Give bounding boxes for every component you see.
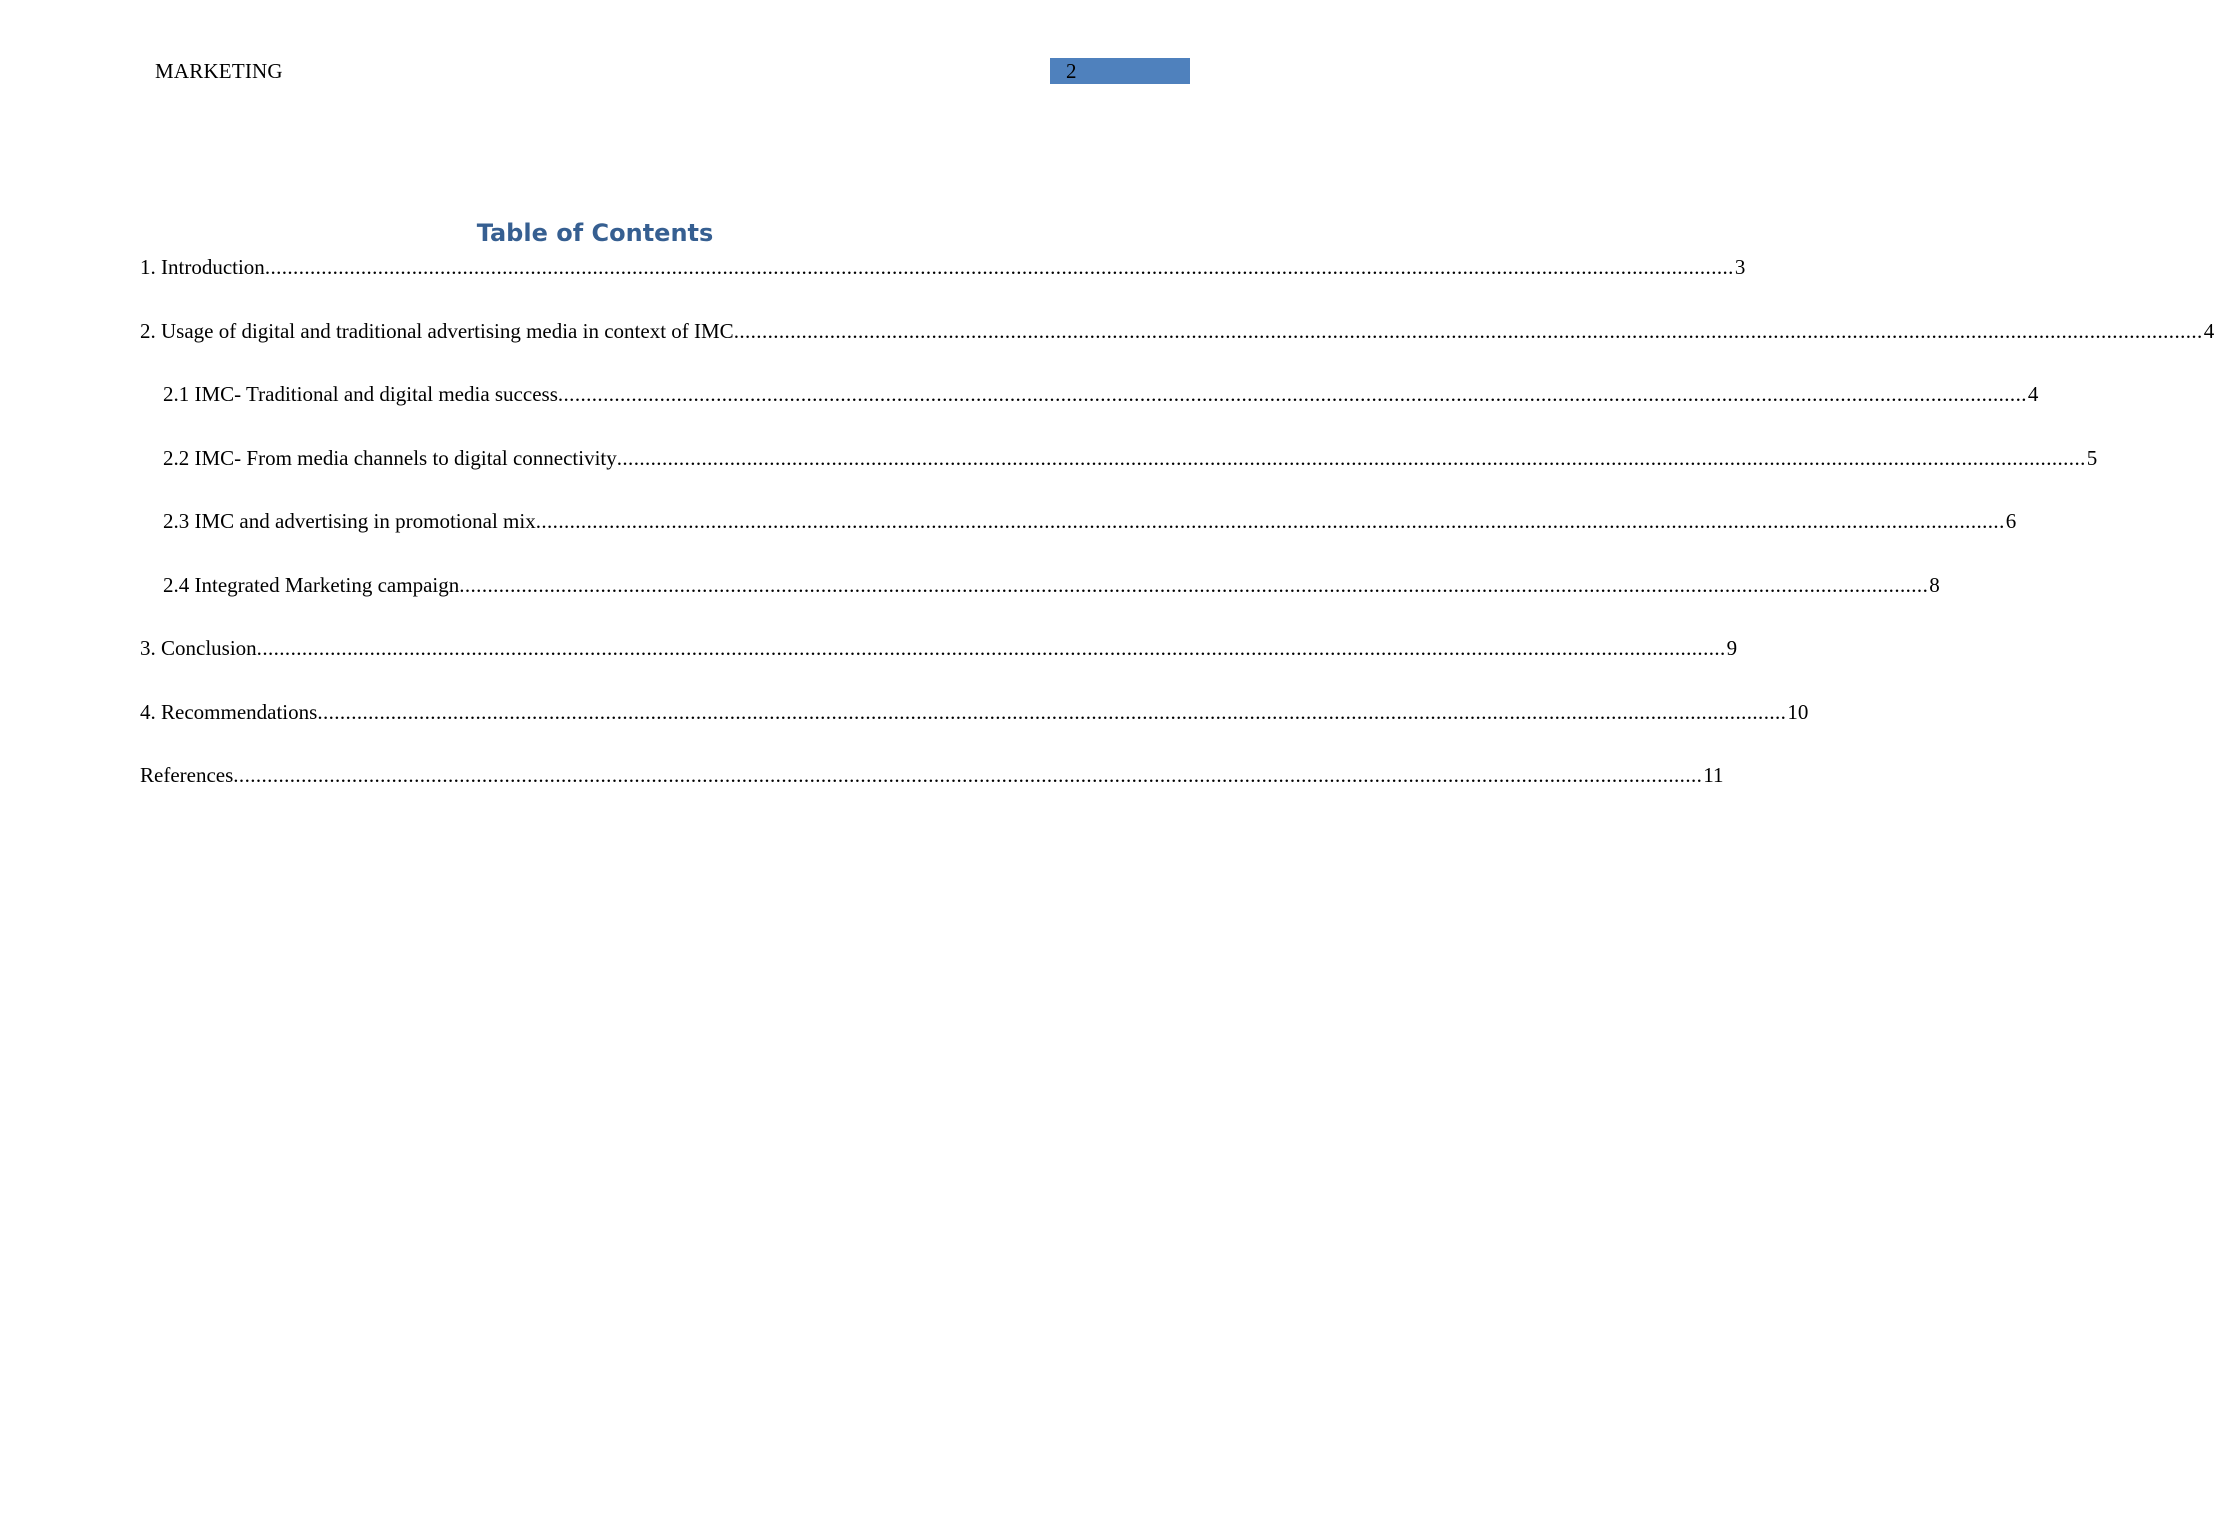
toc-entry-2-2[interactable] <box>140 444 2098 508</box>
toc-entry-label: 2. Usage of digital and traditional advertising media in context of IMC <box>140 318 734 343</box>
toc-dot-leader: .................................................................................................................................................................................................................................................................... <box>733 318 2203 343</box>
toc-entry-introduction[interactable] <box>140 253 1746 317</box>
table-of-contents <box>140 253 2214 825</box>
toc-entry-references[interactable] <box>140 761 1724 825</box>
toc-entry-conclusion[interactable] <box>140 634 1738 698</box>
toc-entry-label: 2.3 IMC and advertising in promotional mix <box>163 509 536 533</box>
toc-entry-page: 11 <box>1703 763 1724 787</box>
running-header-title: MARKETING <box>155 59 283 83</box>
toc-entry-page: 10 <box>1787 699 1809 724</box>
toc-entry-page: 8 <box>1929 572 1940 597</box>
toc-entry-label: 3. Conclusion <box>140 636 257 660</box>
page-number: 2 <box>1066 59 1077 83</box>
toc-entry-label: 1. Introduction <box>140 255 265 279</box>
toc-dot-leader: .................................................................................................................................................................................................................................................................... <box>264 255 1734 279</box>
toc-entry-page: 4 <box>2203 318 2214 343</box>
toc-heading: Table of Contents <box>476 219 714 247</box>
toc-entry-recommendations[interactable] <box>140 698 1809 762</box>
toc-entry-2-4[interactable] <box>140 571 1940 635</box>
toc-entry-label: 4. Recommendations <box>140 699 318 724</box>
toc-dot-leader: .................................................................................................................................................................................................................................................................... <box>459 572 1929 597</box>
toc-entry-page: 5 <box>2086 445 2098 470</box>
toc-entry-2-3[interactable] <box>140 507 2017 571</box>
toc-entry-label: 2.1 IMC- Traditional and digital media success <box>163 382 558 406</box>
toc-entry-page: 9 <box>1726 636 1738 660</box>
toc-dot-leader: .................................................................................................................................................................................................................................................................... <box>317 699 1787 724</box>
toc-entry-usage-of-media[interactable] <box>140 317 2214 381</box>
toc-entry-page: 4 <box>2027 382 2039 406</box>
toc-dot-leader: .................................................................................................................................................................................................................................................................... <box>256 636 1726 660</box>
toc-entry-page: 3 <box>1734 255 1746 279</box>
toc-dot-leader: .................................................................................................................................................................................................................................................................... <box>535 509 2005 533</box>
toc-entry-2-1[interactable] <box>140 380 2039 444</box>
toc-dot-leader: .................................................................................................................................................................................................................................................................... <box>616 445 2086 470</box>
toc-entry-page: 6 <box>2005 509 2017 533</box>
toc-entry-label: 2.2 IMC- From media channels to digital connectivity <box>163 445 617 470</box>
toc-dot-leader: .................................................................................................................................................................................................................................................................... <box>233 763 1703 787</box>
toc-entry-label: 2.4 Integrated Marketing campaign <box>163 572 460 597</box>
page-number-badge <box>1050 58 1190 84</box>
toc-entry-label: References <box>140 763 234 787</box>
toc-dot-leader: .................................................................................................................................................................................................................................................................... <box>557 382 2027 406</box>
